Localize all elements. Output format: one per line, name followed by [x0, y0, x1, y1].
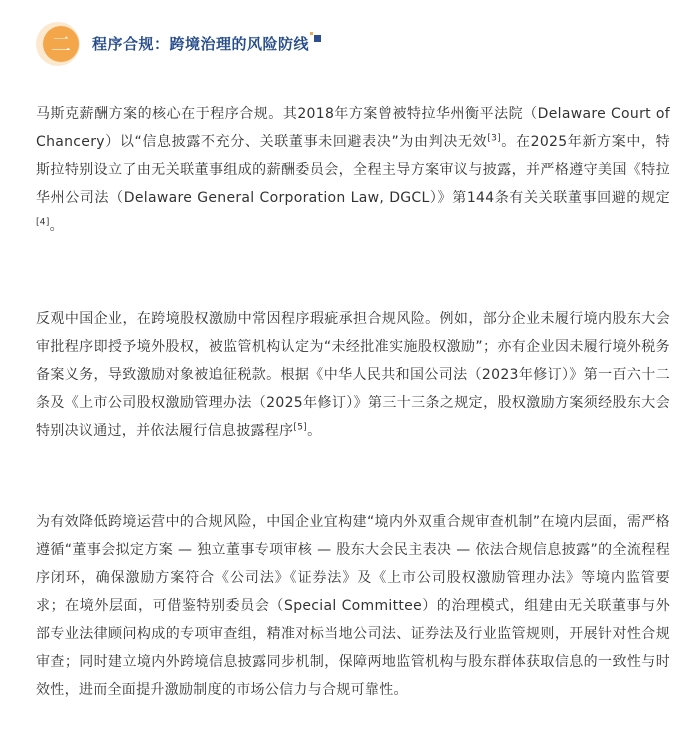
- citation-4: [4]: [36, 217, 50, 228]
- decorative-square-small: [310, 32, 313, 35]
- paragraph-text: 为有效降低跨境运营中的合规风险，中国企业宜构建“境内外双重合规审查机制”在境内层面，需严格遵循“董事会拟定方案 — 独立董事专项审核 — 股东大会民主表决 — 依法合规信息披露”的全流程程序闭环，确保激励方案符合《公司法》《证券法》及《上市公司股权激励管理办法》等境内监管要求；在境外层面，可借鉴特别委员会（Special Committee）的治理模式，组建由无关联董事与外部专业法律顾问构成的专项审查组，精准对标当地公司法、证券法及行业监管规则，开展针对性合规审查；同时建立境内外跨境信息披露同步机制，保障两地监管机构与股东群体获取信息的一致性与时效性，进而全面提升激励制度的市场公信力与合规可靠性。: [36, 514, 670, 698]
- citation-3: [3]: [487, 133, 501, 144]
- paragraph-program-compliance: [36, 100, 670, 240]
- section-title: 程序合规：跨境治理的风险防线: [92, 35, 310, 53]
- section-header: [36, 22, 336, 66]
- paragraph-text: 。在2025年新方案中，特斯拉特别设立了由无关联董事组成的薪酬委员会，全程主导方案审议与披露，并严格遵守美国《特拉华州公司法（Delaware General Corporation Law, DGCL）》第144条有关关联董事回避的规定: [36, 134, 670, 206]
- paragraph-chinese-enterprises: [36, 305, 670, 445]
- paragraph-text: 反观中国企业，在跨境股权激励中常因程序瑕疵承担合规风险。例如，部分企业未履行境内股东大会审批程序即授予境外股权，被监管机构认定为“未经批准实施股权激励”；亦有企业因未履行境外税务备案义务，导致激励对象被追征税款。根据《中华人民共和国公司法（2023年修订）》第一百六十二条及《上市公司股权激励管理办法（2025年修订）》第三十三条之规定，股权激励方案须经股东大会特别决议通过，并依法履行信息披露程序: [36, 311, 670, 439]
- paragraph-text: 。: [49, 218, 64, 234]
- citation-5: [5]: [293, 422, 308, 433]
- decorative-square: [314, 35, 321, 42]
- paragraph-dual-review-mechanism: [36, 508, 670, 704]
- paragraph-text: 马斯克薪酬方案的核心在于程序合规。其2018年方案曾被特拉华州衡平法院（Delaware Court of Chancery）以“信息披露不充分、关联董事未回避表决”为由判决无效: [36, 106, 670, 150]
- section-number-badge: 二: [43, 26, 79, 62]
- paragraph-text: 。: [307, 423, 322, 439]
